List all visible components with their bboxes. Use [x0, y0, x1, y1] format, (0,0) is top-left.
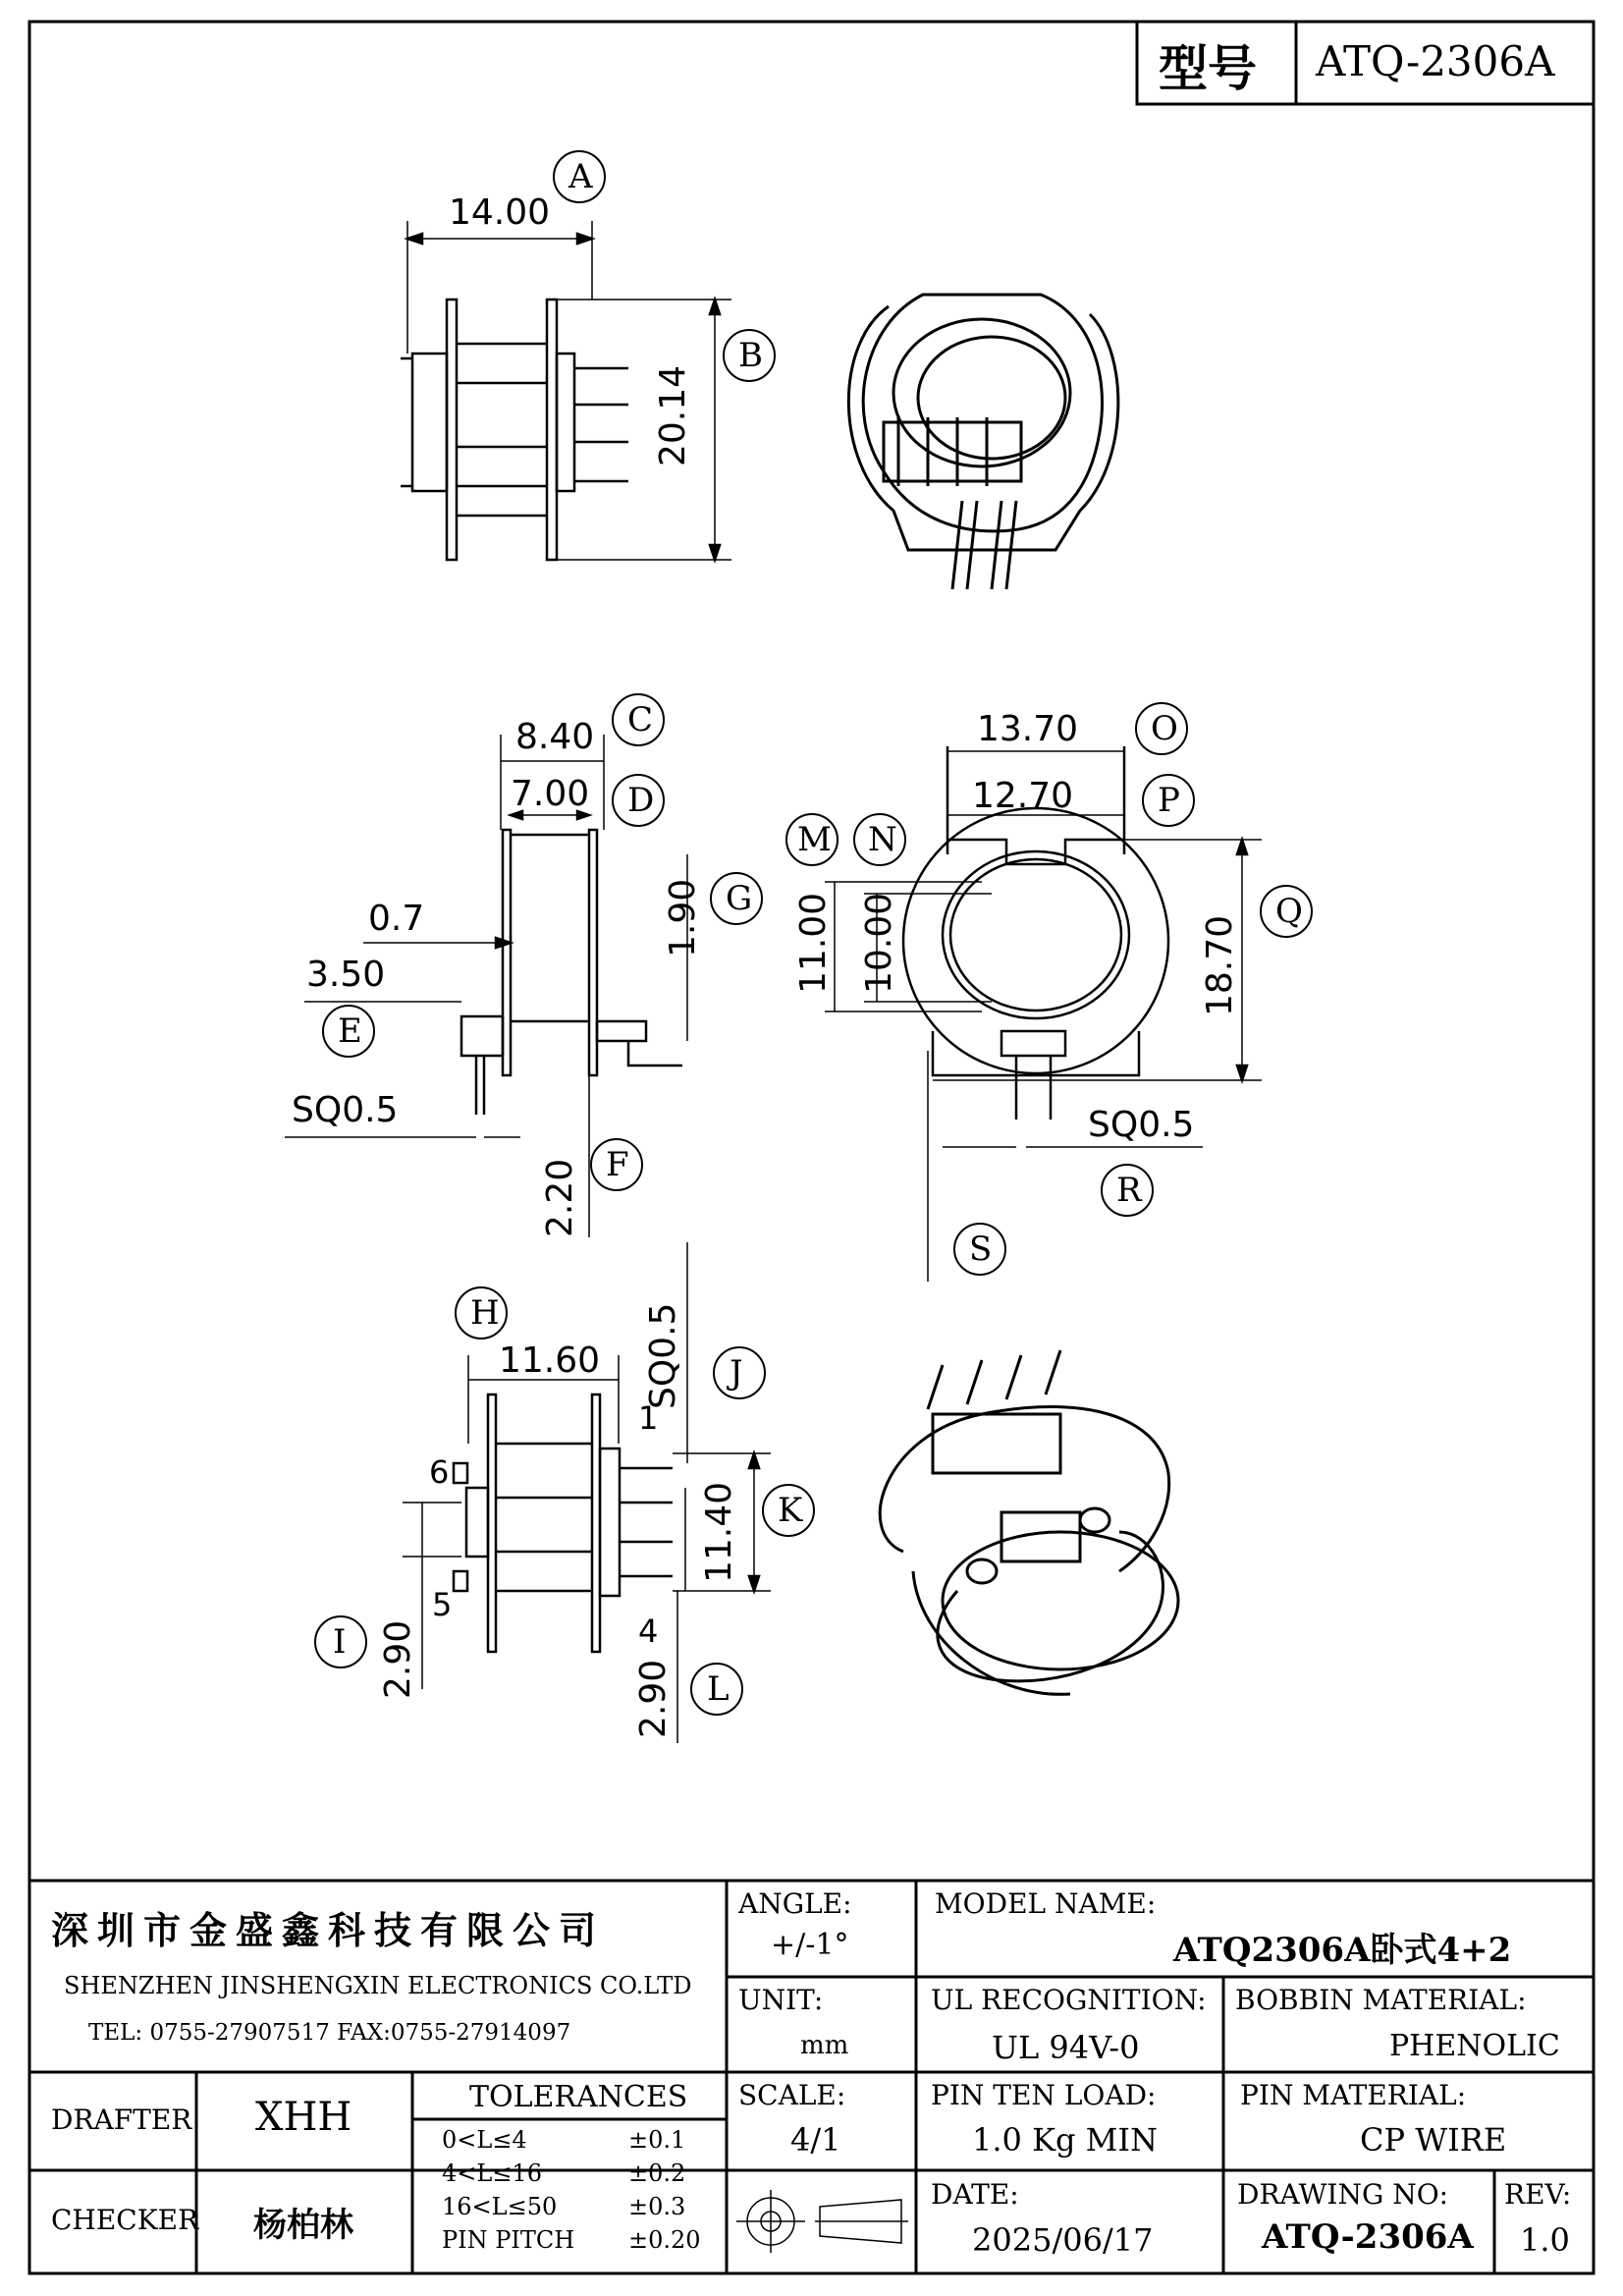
dim-sq05-right: SQ0.5: [1088, 1105, 1195, 1145]
dim-j: SQ0.5: [643, 1302, 683, 1409]
tol-value-3: ±0.3: [628, 2193, 686, 2220]
callout-g: G: [726, 879, 753, 918]
unit-value: mm: [800, 2031, 849, 2060]
callout-i: I: [333, 1622, 347, 1662]
pin-material-label: PIN MATERIAL:: [1240, 2079, 1467, 2111]
dim-b: 20.14: [653, 364, 693, 466]
callout-r: R: [1116, 1171, 1142, 1210]
company-contact: TEL: 0755-27907517 FAX:0755-27914097: [88, 2020, 571, 2046]
tolerances-title: TOLERANCES: [469, 2080, 688, 2114]
callout-m: M: [797, 820, 832, 859]
callout-f: F: [606, 1145, 629, 1184]
scale-label: SCALE:: [738, 2079, 846, 2111]
ul-value: UL 94V-0: [992, 2029, 1140, 2066]
pin-4-label: 4: [638, 1613, 659, 1650]
unit-label: UNIT:: [738, 1984, 824, 2016]
drawing-no-value: ATQ-2306A: [1262, 2217, 1474, 2257]
tol-value-1: ±0.1: [628, 2126, 686, 2154]
callout-d: D: [627, 781, 655, 820]
projection-symbol: [736, 2190, 908, 2253]
callout-o: O: [1151, 709, 1178, 748]
tol-value-2: ±0.2: [628, 2159, 686, 2187]
pin-1-label: 1: [638, 1399, 659, 1437]
pin-load-label: PIN TEN LOAD:: [931, 2079, 1157, 2111]
date-value: 2025/06/17: [972, 2221, 1154, 2259]
model-name-value: ATQ2306A卧式4+2: [1173, 1931, 1512, 1970]
callout-e: E: [338, 1011, 362, 1051]
dim-n: 10.00: [859, 892, 899, 994]
dim-m: 11.00: [793, 892, 834, 994]
model-box-value: ATQ-2306A: [1316, 37, 1555, 85]
scale-value: 4/1: [790, 2121, 841, 2159]
dim-f: 2.20: [540, 1158, 580, 1237]
callout-q: Q: [1275, 892, 1303, 931]
dim-c: 8.40: [515, 717, 595, 757]
ul-label: UL RECOGNITION:: [931, 1984, 1207, 2016]
drafter-value: XHH: [255, 2095, 352, 2140]
callout-j: J: [730, 1353, 743, 1393]
checker-label: CHECKER: [51, 2204, 199, 2236]
date-label: DATE:: [931, 2178, 1019, 2211]
pin-material-value: CP WIRE: [1360, 2121, 1507, 2159]
dim-l: 2.90: [633, 1659, 674, 1738]
dim-a: 14.00: [449, 192, 551, 233]
callout-l: L: [707, 1669, 730, 1709]
bobbin-label: BOBBIN MATERIAL:: [1235, 1984, 1527, 2016]
tol-range-3: 16<L≤50: [442, 2193, 558, 2220]
dim-07: 0.7: [368, 899, 425, 939]
dim-g: 1.90: [663, 878, 703, 957]
tol-range-1: 0<L≤4: [442, 2126, 527, 2154]
tol-range-4: PIN PITCH: [442, 2226, 575, 2254]
callout-p: P: [1158, 781, 1180, 820]
tol-range-2: 4<L≤16: [442, 2159, 542, 2187]
callout-b: B: [738, 336, 763, 375]
drafter-label: DRAFTER: [51, 2104, 192, 2136]
callout-h: H: [470, 1293, 500, 1333]
rev-value: 1.0: [1520, 2221, 1570, 2259]
angle-label: ANGLE:: [738, 1887, 852, 1920]
callout-n: N: [868, 820, 897, 859]
dim-k: 11.40: [699, 1481, 739, 1583]
dim-i: 2.90: [378, 1619, 418, 1699]
callout-c: C: [627, 700, 654, 739]
pin-load-value: 1.0 Kg MIN: [972, 2121, 1159, 2159]
dim-p: 12.70: [972, 776, 1074, 816]
callout-k: K: [778, 1491, 803, 1530]
pin-6-label: 6: [429, 1453, 450, 1491]
callout-a: A: [568, 157, 593, 196]
company-name-en: SHENZHEN JINSHENGXIN ELECTRONICS CO.LTD: [64, 1972, 692, 1999]
dim-350: 3.50: [306, 955, 386, 995]
isometric-view-1: [848, 295, 1117, 589]
bobbin-value: PHENOLIC: [1389, 2029, 1560, 2063]
dim-sq05-left: SQ0.5: [292, 1090, 399, 1130]
pin-5-label: 5: [432, 1586, 453, 1623]
model-name-label: MODEL NAME:: [935, 1887, 1157, 1920]
checker-value: 杨柏林: [253, 2206, 353, 2245]
isometric-view-2: [880, 1350, 1178, 1694]
dim-q: 18.70: [1200, 914, 1240, 1016]
dim-h: 11.60: [499, 1340, 601, 1381]
callout-s: S: [969, 1230, 993, 1269]
angle-value: +/-1°: [771, 1928, 849, 1962]
drawing-no-label: DRAWING NO:: [1237, 2178, 1449, 2211]
company-name-cn: 深圳市金盛鑫科技有限公司: [51, 1909, 606, 1952]
rev-label: REV:: [1504, 2178, 1572, 2211]
dim-o: 13.70: [977, 709, 1079, 749]
tol-value-4: ±0.20: [628, 2226, 701, 2254]
dim-d: 7.00: [511, 774, 590, 814]
model-box-label: 型号: [1159, 40, 1257, 97]
